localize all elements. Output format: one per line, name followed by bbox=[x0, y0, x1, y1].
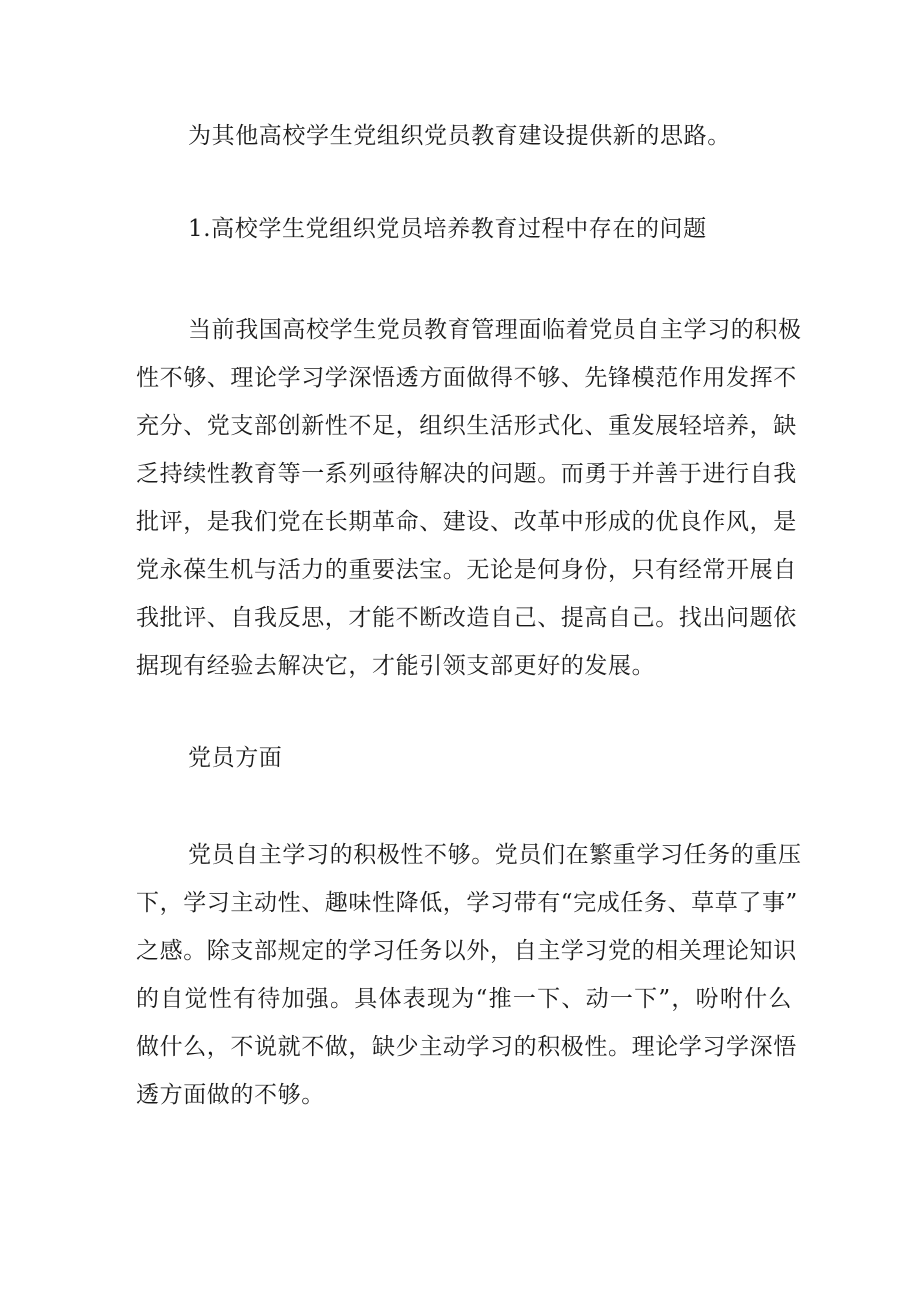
subheading: 党员方面 bbox=[188, 745, 283, 771]
paragraph-line: 透方面做的不够。 bbox=[136, 1082, 325, 1108]
section-heading: 1.高校学生党组织党员培养教育过程中存在的问题 bbox=[188, 216, 707, 242]
paragraph-line: 性不够、理论学习学深悟透方面做得不够、先锋模范作用发挥不 bbox=[136, 365, 797, 391]
paragraph-line: 据现有经验去解决它，才能引领支部更好的发展。 bbox=[136, 653, 656, 679]
paragraph-line: 做什么，不说就不做，缺少主动学习的积极性。理论学习学深悟 bbox=[136, 1034, 797, 1060]
paragraph-line: 充分、党支部创新性不足，组织生活形式化、重发展轻培养，缺 bbox=[136, 413, 797, 439]
paragraph-line: 当前我国高校学生党员教育管理面临着党员自主学习的积极 bbox=[188, 317, 802, 343]
paragraph-line: 我批评、自我反思，才能不断改造自己、提高自己。找出问题依 bbox=[136, 605, 797, 631]
paragraph-line: 批评，是我们党在长期革命、建设、改革中形成的优良作风，是 bbox=[136, 509, 797, 535]
paragraph-line: 乏持续性教育等一系列亟待解决的问题。而勇于并善于进行自我 bbox=[136, 461, 797, 487]
paragraph-line: 下，学习主动性、趣味性降低，学习带有“完成任务、草草了事” bbox=[136, 890, 798, 916]
intro-line: 为其他高校学生党组织党员教育建设提供新的思路。 bbox=[188, 123, 731, 149]
paragraph-line: 党永葆生机与活力的重要法宝。无论是何身份，只有经常开展自 bbox=[136, 557, 797, 583]
paragraph-line: 党员自主学习的积极性不够。党员们在繁重学习任务的重压 bbox=[188, 842, 802, 868]
paragraph-line: 之感。除支部规定的学习任务以外，自主学习党的相关理论知识 bbox=[136, 938, 797, 964]
paragraph-line: 的自觉性有待加强。具体表现为“推一下、动一下”，吩咐什么 bbox=[136, 986, 792, 1012]
